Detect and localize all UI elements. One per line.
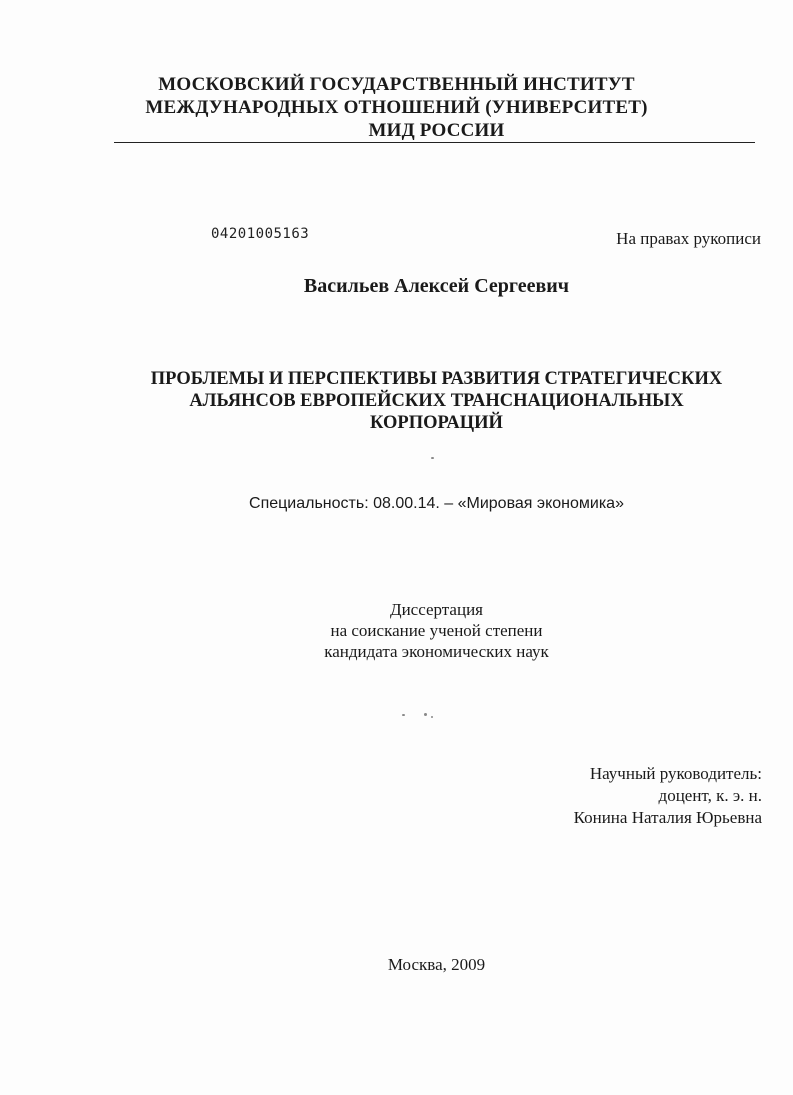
city-year: Москва, 2009 bbox=[387, 955, 486, 974]
scan-speck bbox=[431, 457, 434, 459]
scan-speck bbox=[424, 713, 427, 716]
dissertation-line-1: Диссертация bbox=[389, 600, 483, 619]
author-name: Васильев Алексей Сергеевич bbox=[303, 275, 570, 297]
dissertation-line-3: кандидата экономических наук bbox=[324, 642, 549, 661]
institution-line-1: МОСКОВСКИЙ ГОСУДАРСТВЕННЫЙ ИНСТИТУТ bbox=[158, 74, 635, 95]
title-line-3: КОРПОРАЦИЙ bbox=[370, 413, 503, 433]
dissertation-line-2: на соискание ученой степени bbox=[330, 621, 543, 640]
scan-speck bbox=[402, 714, 405, 716]
advisor-degree: доцент, к. э. н. bbox=[658, 786, 762, 805]
catalog-number: 04201005163 bbox=[211, 226, 310, 242]
advisor-label: Научный руководитель: bbox=[589, 764, 762, 783]
header-divider bbox=[114, 142, 755, 143]
rights-note: На правах рукописи bbox=[616, 229, 761, 248]
title-line-2: АЛЬЯНСОВ ЕВРОПЕЙСКИХ ТРАНСНАЦИОНАЛЬНЫХ bbox=[189, 391, 684, 411]
scan-speck bbox=[431, 716, 433, 718]
advisor-name: Конина Наталия Юрьевна bbox=[573, 808, 762, 827]
specialty-line: Специальность: 08.00.14. – «Мировая экономика» bbox=[249, 495, 624, 512]
institution-line-2: МЕЖДУНАРОДНЫХ ОТНОШЕНИЙ (УНИВЕРСИТЕТ) bbox=[145, 97, 648, 118]
institution-line-3: МИД РОССИИ bbox=[368, 120, 505, 141]
title-line-1: ПРОБЛЕМЫ И ПЕРСПЕКТИВЫ РАЗВИТИЯ СТРАТЕГИЧЕСКИХ bbox=[150, 369, 723, 389]
